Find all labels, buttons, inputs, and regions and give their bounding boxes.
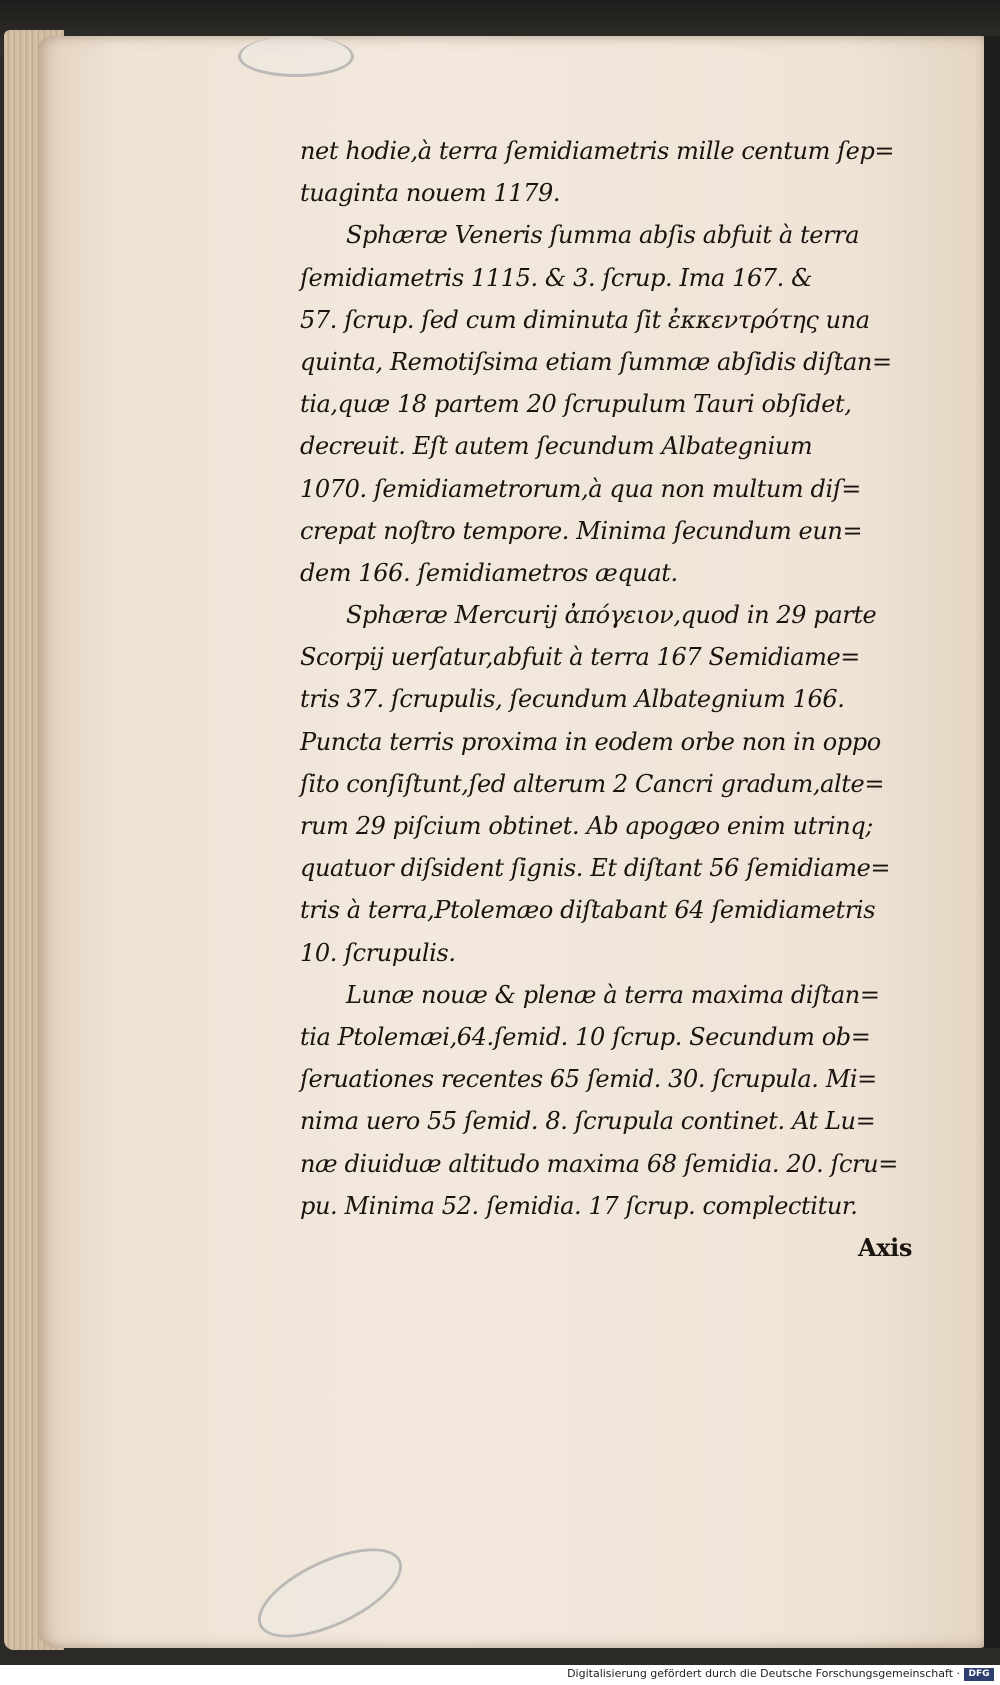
text-line: ſemidiametris 1115. & 3. ſcrup. Ima 167. &	[300, 263, 813, 292]
text-line: quatuor diſsident ſignis. Et diſtant 56 ſemidiame=	[300, 854, 891, 883]
page-text	[300, 130, 920, 1269]
text-line: ſito conſiſtunt,ſed alterum 2 Cancri gradum,alte=	[300, 769, 885, 798]
text-line: nima uero 55 ſemid. 8. ſcrupula continet. At Lu=	[300, 1107, 876, 1136]
text-line: ſeruationes recentes 65 ſemid. 30. ſcrupula. Mi=	[300, 1065, 877, 1094]
footer-credit-text: Digitalisierung gefördert durch die Deutsche Forschungsgemeinschaft ·	[567, 1667, 960, 1680]
digitization-footer	[0, 1665, 1000, 1685]
text-line: næ diuiduæ altitudo maxima 68 ſemidia. 20. ſcru=	[300, 1149, 898, 1178]
text-line: Scorpij uerſatur,abfuit à terra 167 Semidiame=	[300, 643, 860, 672]
text-line: tris 37. ſcrupulis, ſecundum Albategnium 166.	[300, 685, 845, 714]
text-line: rum 29 piſcium obtinet. Ab apogæo enim utrinq;	[300, 812, 873, 840]
text-line: pu. Minima 52. ſemidia. 17 ſcrup. complectitur.	[300, 1191, 858, 1220]
dfg-logo: DFG	[964, 1668, 994, 1681]
text-line: decreuit. Eſt autem ſecundum Albategnium	[300, 432, 813, 461]
text-line: Sphæræ Veneris ſumma abſis abfuit à terra	[346, 221, 860, 250]
text-line: net hodie,à terra ſemidiametris mille centum ſep=	[300, 137, 895, 165]
page-clip-top	[238, 36, 354, 77]
text-line: tia,quæ 18 partem 20 ſcrupulum Tauri obſidet,	[300, 390, 852, 419]
text-line: Lunæ nouæ & plenæ à terra maxima diſtan=	[346, 980, 880, 1009]
text-line: quinta, Remotiſsima etiam ſummæ abſidis diſtan=	[300, 347, 892, 376]
catchword: Axis	[858, 1232, 912, 1262]
text-line: 57. ſcrup. ſed cum diminuta ſit ἐκκεντρότης una	[300, 305, 870, 334]
text-line: 1070. ſemidiametrorum,à qua non multum diſ=	[300, 474, 861, 503]
page-edge-shadow	[984, 36, 1000, 1648]
text-line: tuaginta nouem 1179.	[300, 179, 561, 208]
text-line: tris à terra,Ptolemæo diſtabant 64 ſemidiametris	[300, 896, 876, 925]
text-line: crepat noſtro tempore. Minima ſecundum eun=	[300, 516, 863, 545]
text-line: Sphæræ Mercurij ἀπόγειον,quod in 29 parte	[346, 601, 877, 630]
text-line: 10. ſcrupulis.	[300, 938, 456, 967]
text-line: tia Ptolemæi,64.ſemid. 10 ſcrup. Secundum ob=	[300, 1022, 871, 1051]
text-line: Puncta terris proxima in eodem orbe non in oppo	[300, 727, 881, 756]
text-line: dem 166. ſemidiametros æquat.	[300, 558, 678, 587]
